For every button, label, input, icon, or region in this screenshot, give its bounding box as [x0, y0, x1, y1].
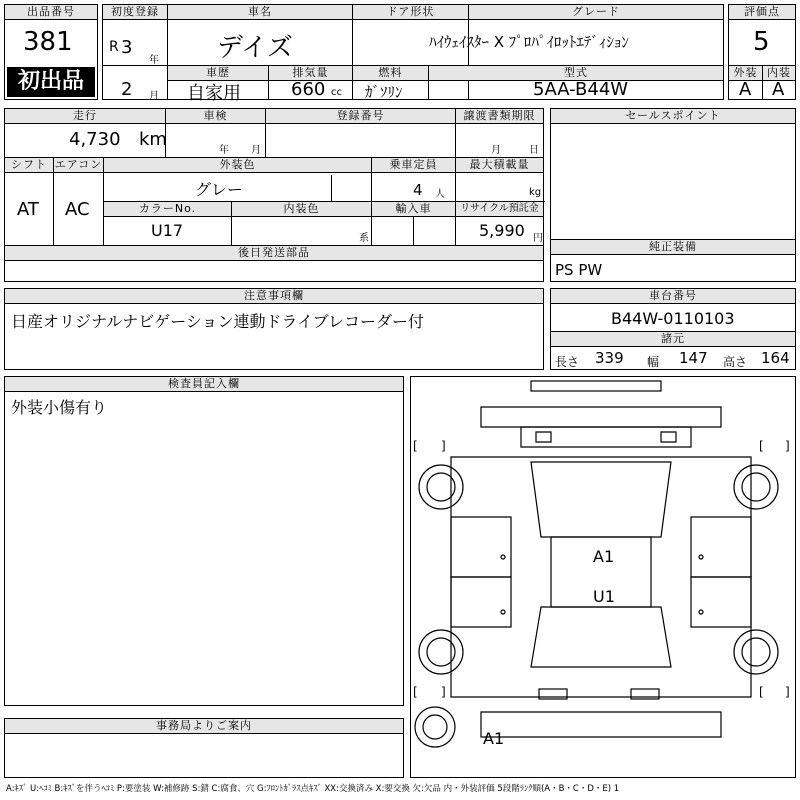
- chassis-value: B44W-0110103: [611, 309, 735, 328]
- damage-mark-roof: A1: [593, 547, 615, 566]
- transfer-month-unit: 月: [491, 145, 501, 156]
- import-label: 輸入車: [372, 202, 455, 217]
- bracket-right-bottom-r: ]: [785, 685, 790, 699]
- bracket-left-top-r: [: [759, 439, 764, 453]
- ext-color-value: グレー: [195, 180, 244, 199]
- recycle-label: リサイクル預託金: [456, 202, 543, 217]
- int-score-label: 内装: [763, 66, 795, 81]
- reg-no-label: 登録番号: [266, 109, 455, 124]
- bracket-left-top: [: [413, 439, 418, 453]
- mileage-value: 4,730: [69, 129, 121, 150]
- shift-value: AT: [17, 199, 39, 220]
- era-letter: R: [109, 39, 119, 55]
- capacity-label: 乗車定員: [372, 158, 455, 173]
- notes-label: 注意事項欄: [5, 289, 543, 304]
- first-reg-month: 2: [121, 79, 133, 100]
- capacity-value: 4: [413, 181, 423, 199]
- aircon-value: AC: [65, 199, 90, 220]
- grade-value: ﾊｲｳｪｲｽﾀｰ X ﾌﾟﾛﾊﾟｲﾛｯﾄｴﾃﾞｨｼｮﾝ: [429, 33, 629, 51]
- mileage-label: 走行: [5, 109, 165, 124]
- month-unit: 月: [149, 91, 159, 102]
- grade-label: グレード: [469, 5, 723, 20]
- recycle-unit: 円: [533, 233, 543, 244]
- bracket-right-bottom: ]: [441, 685, 446, 699]
- color-no-value: U17: [151, 221, 184, 240]
- int-score: A: [772, 79, 785, 100]
- ext-score-label: 外装: [729, 66, 762, 81]
- specs-label: 諸元: [551, 332, 795, 347]
- damage-diagram: [410, 376, 796, 778]
- lot-box: [4, 4, 98, 100]
- sales-point-label: セールスポイント: [551, 109, 795, 124]
- inspection-month-unit: 月: [251, 145, 261, 156]
- genuine-value: PS PW: [555, 261, 603, 279]
- lot-number: 381: [23, 27, 73, 57]
- ext-color-label: 外装色: [104, 158, 371, 173]
- bracket-right-top: ]: [441, 439, 446, 453]
- aircon-label: エアコン: [54, 158, 103, 171]
- first-reg-label: 初度登録: [103, 5, 167, 20]
- int-color-label: 内装色: [232, 202, 371, 217]
- sales-point-box: [550, 108, 796, 282]
- car-outline: [411, 377, 795, 777]
- shift-label: シフト: [5, 158, 53, 173]
- inspector-value: 外装小傷有り: [11, 398, 108, 417]
- damage-mark-roof-2: U1: [593, 587, 615, 606]
- first-listing-badge: 初出品: [7, 67, 95, 97]
- width-label: 幅: [647, 355, 660, 369]
- chassis-label: 車台番号: [551, 289, 795, 304]
- office-label: 事務局よりご案内: [5, 719, 403, 734]
- legend: A:ｷｽﾞ U:ﾍｺﾐ B:ｷｽﾞを伴うﾍｺﾐ P:要塗装 W:補修跡 S:錆 C:腐食、穴 G:ﾌﾛﾝﾄｶﾞﾗｽ点ｷｽﾞ XX:交換済み X:要交換 欠:欠品 内・外装評価 5段階ﾗﾝｸ順(A・B・C・D・E) 1: [6, 784, 620, 794]
- car-name-label: 車名: [168, 5, 352, 20]
- fuel-label: 燃料: [353, 66, 428, 81]
- length-value: 339: [595, 349, 624, 367]
- first-reg-year: 3: [121, 37, 133, 58]
- genuine-label: 純正装備: [551, 240, 795, 255]
- bracket-left-bottom: [: [413, 685, 418, 699]
- car-name: デイズ: [217, 33, 293, 63]
- year-unit: 年: [149, 55, 159, 66]
- transfer-label: 譲渡書類期限: [456, 109, 543, 124]
- top-table: [102, 4, 724, 104]
- chassis-box: [550, 288, 796, 370]
- score-value: 5: [753, 27, 770, 57]
- displacement-label: 排気量: [269, 66, 352, 81]
- bracket-left-bottom-r: [: [759, 685, 764, 699]
- notes-value: 日産オリジナルナビゲーション連動ドライブレコーダー付: [11, 312, 424, 331]
- inspector-label: 検査員記入欄: [5, 377, 403, 392]
- bracket-right-top-r: ]: [785, 439, 790, 453]
- damage-mark-rear: A1: [483, 729, 505, 748]
- int-color-unit: 系: [359, 233, 369, 244]
- office-box: [4, 718, 404, 778]
- inspector-box: [4, 376, 404, 706]
- max-load-unit: kg: [529, 187, 542, 198]
- color-no-label: カラーNo.: [104, 202, 231, 217]
- later-parts-label: 後日発送部品: [5, 246, 543, 261]
- inspection-year-unit: 年: [219, 145, 229, 156]
- fuel-value: ｶﾞｿﾘﾝ: [365, 83, 403, 101]
- model-label: 型式: [429, 66, 723, 81]
- length-label: 長さ: [555, 355, 580, 369]
- max-load-label: 最大積載量: [456, 158, 543, 173]
- notes-box: [4, 288, 544, 370]
- recycle-value: 5,990: [479, 221, 525, 240]
- inspection-label: 車検: [166, 109, 265, 124]
- score-label: 評価点: [729, 5, 795, 20]
- displacement-value: 660: [291, 79, 326, 100]
- width-value: 147: [679, 349, 708, 367]
- height-value: 164: [761, 349, 790, 367]
- mid-table: [4, 108, 544, 282]
- mileage-unit: km: [139, 129, 167, 150]
- history-label: 車歴: [168, 66, 268, 81]
- transfer-day-unit: 日: [529, 145, 539, 156]
- score-box: [728, 4, 796, 100]
- model-value: 5AA-B44W: [533, 79, 629, 100]
- lot-label: 出品番号: [5, 5, 97, 20]
- height-label: 高さ: [723, 355, 748, 369]
- history-value: 自家用: [187, 83, 241, 104]
- ext-score: A: [739, 79, 752, 100]
- door-label: ドア形状: [353, 5, 468, 20]
- displacement-unit: cc: [331, 87, 342, 98]
- capacity-unit: 人: [435, 189, 445, 200]
